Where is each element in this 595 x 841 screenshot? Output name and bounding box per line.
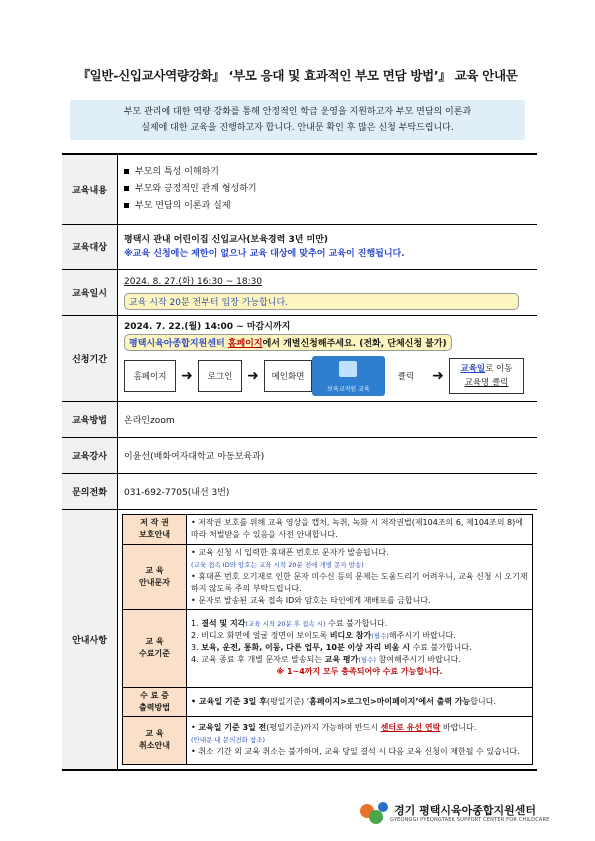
label-copyright: 저 작 권 보호안내 xyxy=(123,514,187,544)
arrow-right-icon: ➜ xyxy=(432,367,444,384)
footer-org-name-en: GYEONGGI PYEONGTAEK SUPPORT CENTER FOR CHILDCARE xyxy=(390,817,550,823)
arrow-right-icon: ➜ xyxy=(181,367,193,384)
label-schedule: 교육일시 xyxy=(62,269,118,315)
row-content xyxy=(62,154,537,224)
content-list xyxy=(118,154,538,224)
label-cert: 수 료 증 출력방법 xyxy=(123,687,187,716)
notes-cell xyxy=(118,509,538,770)
arrow-right-icon: ➜ xyxy=(247,367,259,384)
label-cancel: 교 육 취소안내 xyxy=(123,716,187,764)
target-line: 평택시 관내 어린이집 신입교사(보육경력 3년 미만) xyxy=(124,234,329,245)
intro-line-2: 실제에 대한 교육을 진행하고자 합니다. 안내문 확인 후 많은 신청 부탁드립니다. xyxy=(141,123,454,133)
label-notes: 안내사항 xyxy=(62,509,118,770)
intro-box xyxy=(70,100,525,140)
bullet-icon xyxy=(124,169,129,174)
step-login: 로그인 xyxy=(198,360,242,392)
label-apply: 신청기간 xyxy=(62,315,118,401)
row-lecturer xyxy=(62,437,537,473)
content-item: 부모와 긍정적인 관계 형성하기 xyxy=(124,181,531,198)
criteria-text: 1. 결석 및 지각(교육 시작 20분 후 접속 시) 수료 불가합니다. 2. 비디오 화면에 얼굴 정면이 보이도록 비디오 참가(필수)해주시기 바랍니다. 3. 보육, 운전, 통화, 이동, 다른 업무, 10분 이상 자리 비움 시 수료 불가합니다. 4. 교육 종료 후 개별 문자로 발송되는 교육 평가(필수) 참여해주시기 바랍니다. ※ 1~4까지 모두 충족되어야 수료 가능합니다. xyxy=(187,609,533,687)
label-contact: 문의전화 xyxy=(62,473,118,509)
intro-line-1: 부모 관리에 대한 역량 강화를 통해 안정적인 학급 운영을 지원하고자 부모 면담의 이론과 xyxy=(123,107,472,117)
row-target xyxy=(62,224,537,269)
center-logo-icon xyxy=(360,802,390,826)
menu-book-icon xyxy=(312,356,385,396)
cert-text: • 교육일 기준 3일 후(평일기준) ‘홈페이지>로그인>마이페이지’에서 출력 가능합니다. xyxy=(187,687,533,716)
schedule-note: 교육 시작 20분 전부터 입장 가능합니다. xyxy=(124,293,519,310)
target-note: ※교육 신청에는 제한이 없으나 교육 대상에 맞추어 교육이 진행됩니다. xyxy=(124,248,405,259)
label-lecturer: 교육강사 xyxy=(62,437,118,473)
footer xyxy=(360,802,550,826)
apply-deadline: 2024. 7. 22.(월) 14:00 ~ 마감시까지 xyxy=(124,321,291,332)
row-method xyxy=(62,401,537,437)
label-criteria: 교 육 수료기준 xyxy=(123,609,187,687)
notes-table xyxy=(122,514,533,765)
footer-org-name: 경기 평택시육아종합지원센터 xyxy=(394,804,536,817)
step-click: 클릭 xyxy=(397,371,415,382)
label-content: 교육내용 xyxy=(62,154,118,224)
info-table xyxy=(62,153,537,771)
step-final: 교육일로 이동 교육명 클릭 xyxy=(449,358,524,394)
label-method: 교육방법 xyxy=(62,401,118,437)
cancel-text: • 교육일 기준 3일 전(평일기준)까지 가능하며 반드시 센터로 유선 연락 바랍니다. (안내문 내 문의전화 참조) • 취소 기간 외 교육 취소는 불가하며, 교육 당일 결석 시 다음 교육 신청이 제한될 수 있습니다. xyxy=(187,716,533,764)
schedule-cell xyxy=(118,269,538,315)
bullet-icon xyxy=(124,186,129,191)
label-sms: 교 육 안내문자 xyxy=(123,544,187,609)
content-item: 부모의 특성 이해하기 xyxy=(124,164,531,181)
bullet-icon xyxy=(124,203,129,208)
apply-cell xyxy=(118,315,538,401)
target-cell xyxy=(118,224,538,269)
content-item: 부모 면담의 이론과 실제 xyxy=(124,198,531,215)
row-contact xyxy=(62,473,537,509)
apply-steps xyxy=(124,356,531,396)
row-schedule xyxy=(62,269,537,315)
method-value: 온라인zoom xyxy=(118,401,538,437)
page-title: 『일반-신입교사역량강화』 ‘부모 응대 및 효과적인 부모 면담 방법’』 교육 안내문 xyxy=(77,68,518,83)
schedule-date: 2024. 8. 27.(화) 16:30 ~ 18:30 xyxy=(124,277,263,287)
row-apply xyxy=(62,315,537,401)
row-notes xyxy=(62,509,537,770)
contact-value: 031-692-7705(내선 3번) xyxy=(118,473,538,509)
apply-note: 평택시육아종합지원센터 홈페이지에서 개별신청해주세요. (전화, 단체신청 불가) xyxy=(124,334,452,351)
step-main-screen: 메인화면 xyxy=(264,360,312,392)
sms-text: • 교육 신청 시 입력한 휴대폰 번호로 문자가 발송됩니다. (교육 접속 ID와 암호는 교육 시작 20분 전에 개별 문자 발송) • 휴대폰 번호 오기재로 인한 문자 미수신 등의 문제는 도움드리기 어려우니, 교육 신청 시 오기재하지 않도록 주의 부탁드립니다. • 문자로 발송된 교육 접속 ID와 암호는 타인에게 재배포를 금합니다. xyxy=(187,544,533,609)
menu-caption: 보육교직원 교육 xyxy=(327,385,370,393)
label-target: 교육대상 xyxy=(62,224,118,269)
lecturer-value: 이윤선(배화여자대학교 아동보육과) xyxy=(118,437,538,473)
copyright-text: • 저작권 보호를 위해 교육 영상을 캡처, 녹취, 녹화 시 저작권법(제104조의 6, 제104조의 8)에 따라 처벌받을 수 있음을 사전 안내합니다. xyxy=(187,514,533,544)
step-homepage: 홈페이지 xyxy=(124,360,176,392)
